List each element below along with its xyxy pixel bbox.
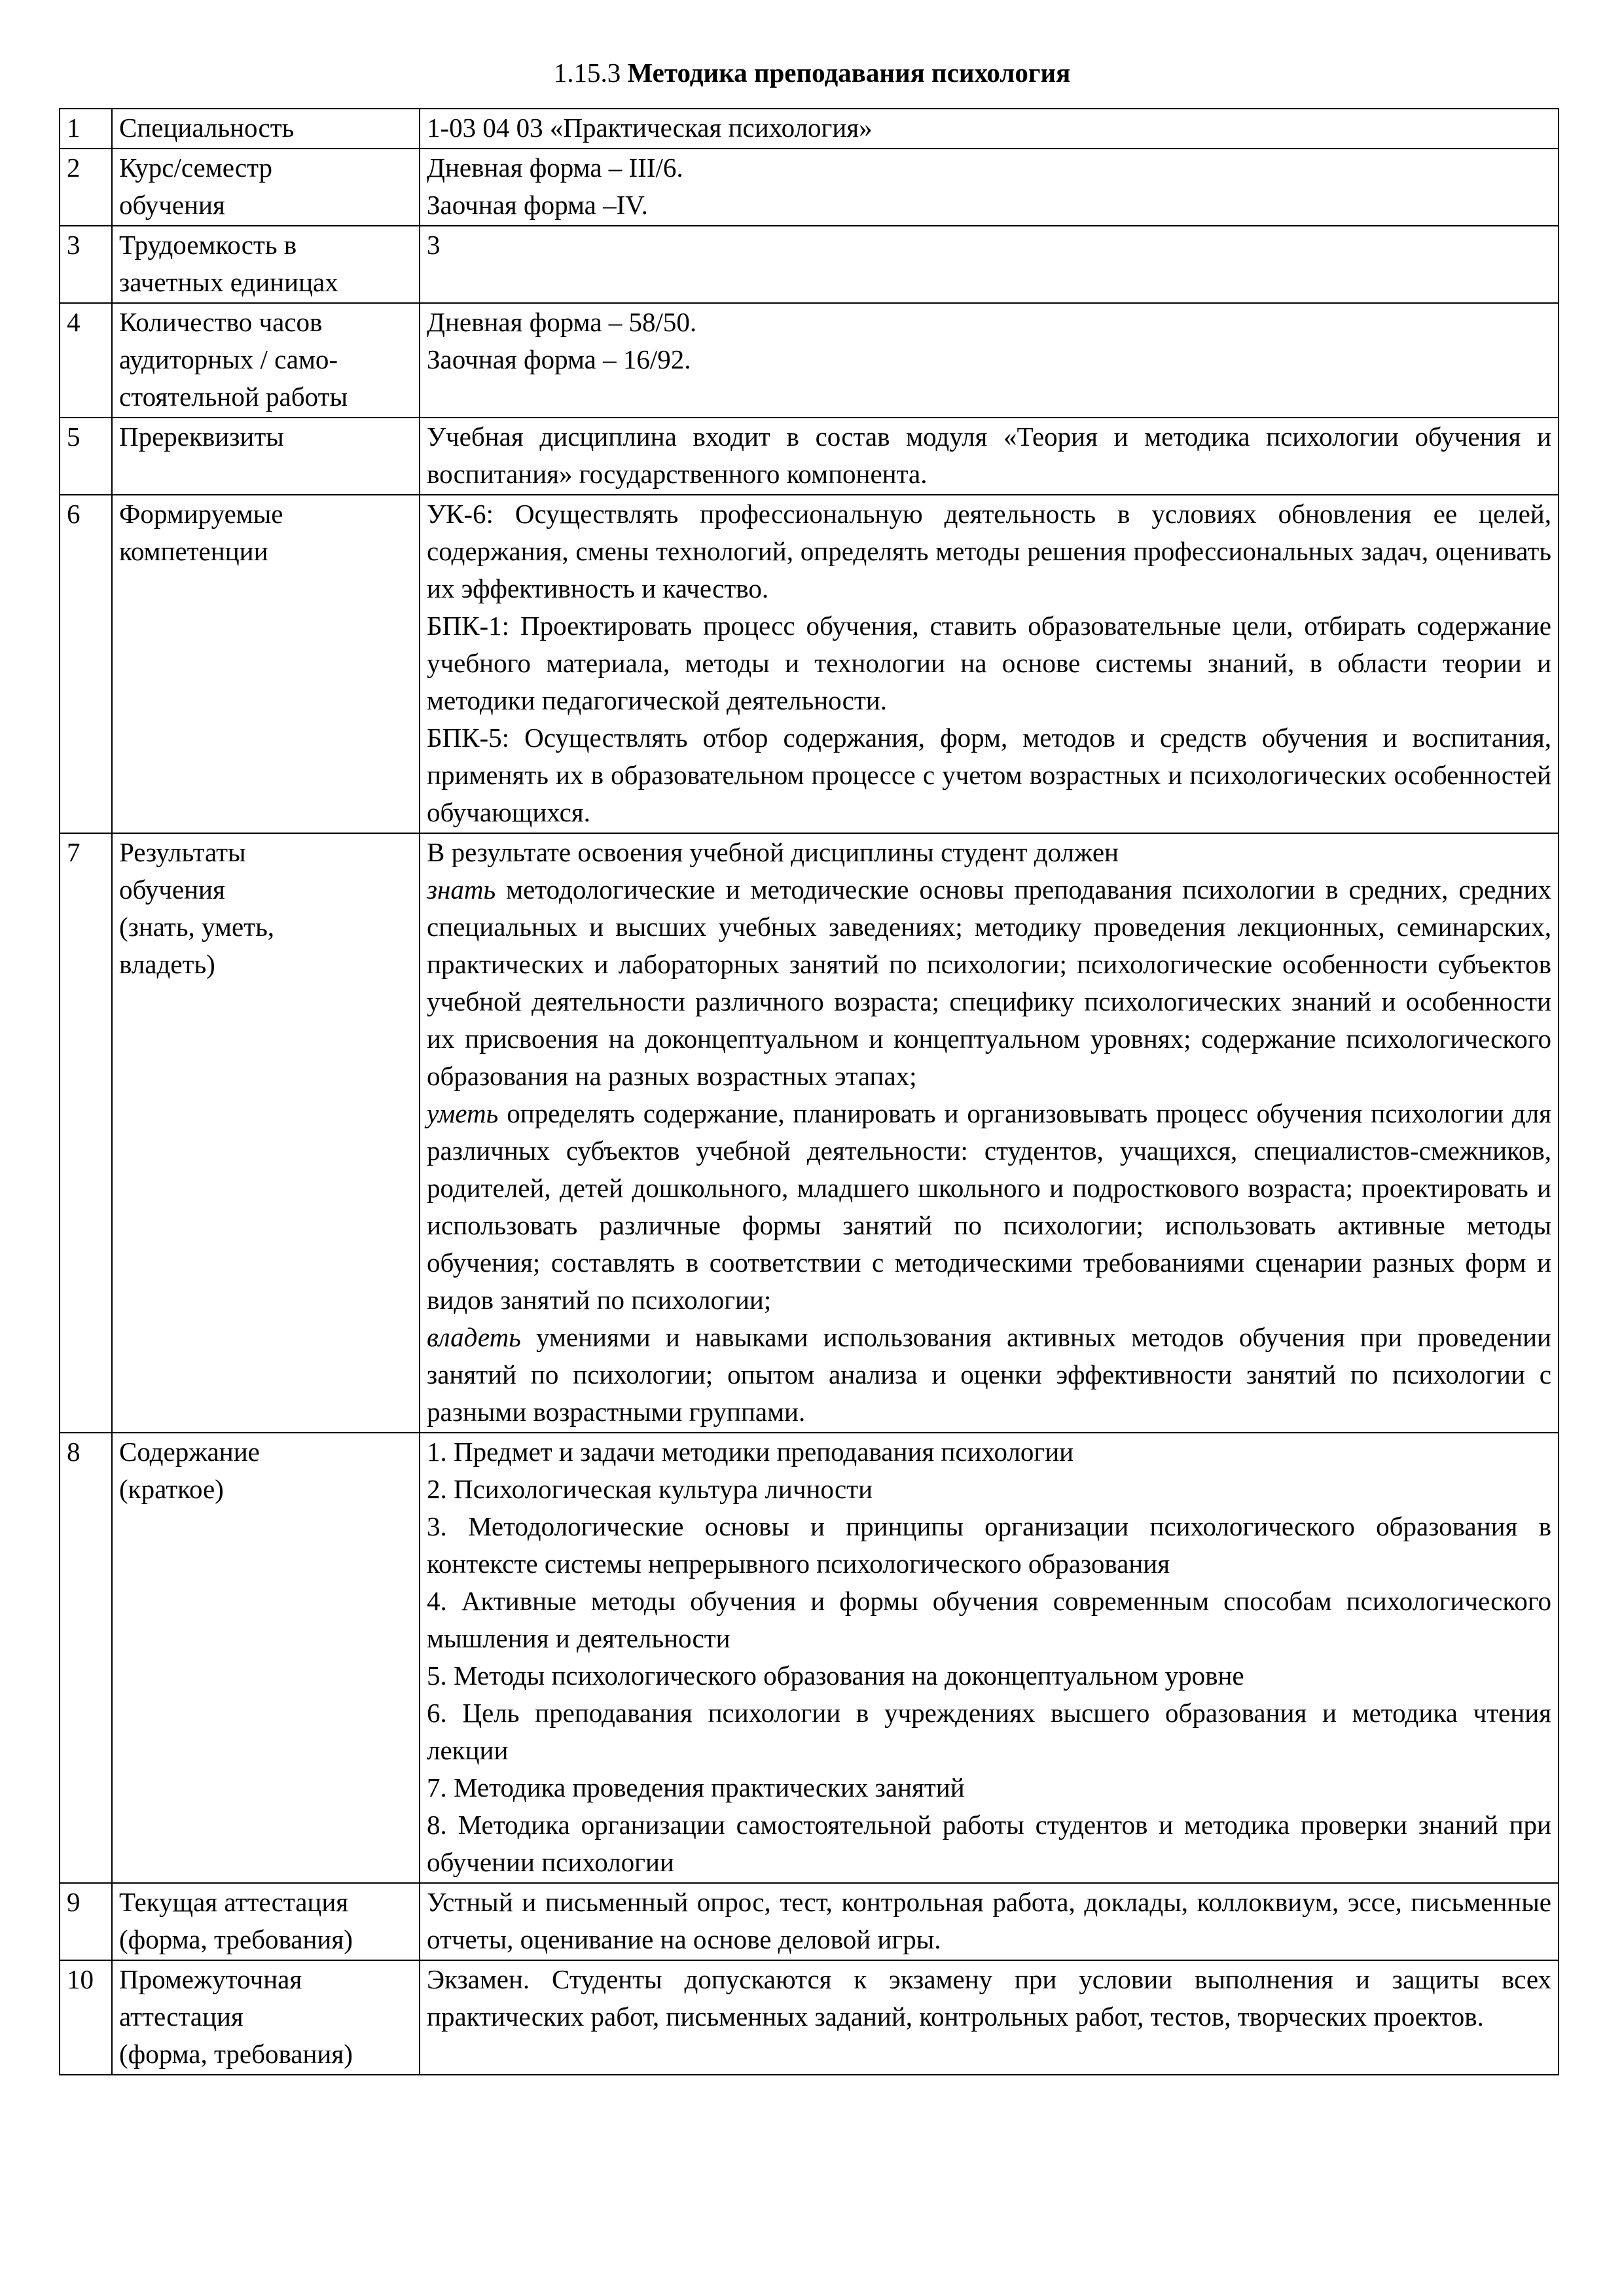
row-label-line: Курс/семестр (119, 152, 273, 183)
row-number: 4 (60, 303, 112, 418)
row-value-text: Устный и письменный опрос, тест, контрольная работа, доклады, коллоквиум, эссе, письменные отчеты, оценивание на основе деловой игры. (427, 1887, 1551, 1954)
content-item: 3. Методологические основы и принципы организации психологического образования в контексте системы непрерывного психологического образования (427, 1511, 1551, 1579)
outcome-own-text: умениями и навыками использования активных методов обучения при проведении занятий по психологии; опытом анализа и оценки эффективности занятий по психологии с разными возрастными группами. (427, 1322, 1551, 1427)
row-value (420, 495, 1559, 833)
row-label (112, 418, 420, 495)
row-label-line: зачетных единицах (119, 267, 338, 297)
row-label-line: обучения (119, 874, 225, 905)
content-item: 2. Психологическая культура личности (427, 1474, 873, 1504)
row-label-line: Пререквизиты (119, 422, 284, 452)
row-label-line: Содержание (119, 1437, 260, 1467)
competence-text: УК-6: Осуществлять профессиональную деятельность в условиях обновления ее целей, содержания, смены технологий, определять методы решения профессиональных задач, оценивать их эффективность и качество. (427, 499, 1551, 603)
competence-text: БПК-5: Осуществлять отбор содержания, форм, методов и средств обучения и воспитания, применять их в образовательном процессе с учетом возрастных и психологических особенностей обучающихся. (427, 723, 1551, 827)
row-label-line: Количество часов (119, 307, 323, 337)
table-row (60, 418, 1559, 495)
keyword-own: владеть (427, 1322, 521, 1352)
content-item: 4. Активные методы обучения и формы обучения современным способам психологического мышления и деятельности (427, 1586, 1551, 1653)
row-value (420, 149, 1559, 226)
row-label (112, 495, 420, 833)
row-label-line: Результаты (119, 837, 246, 867)
outcome-know-text: методологические и методические основы преподавания психологии в средних, средних специальных и высших учебных заведениях; методику проведения лекционных, семинарских, практических и лабораторных занятий по психологии; психологические особенности субъектов учебной деятельности различного возраста; специфику психологических знаний и особенности их присвоения на доконцептуальном и концептуальном уровнях; содержание психологического образования на разных возрастных этапах; (427, 874, 1551, 1091)
page-title (0, 54, 1624, 92)
row-label-line: Трудоемкость в (119, 230, 297, 260)
row-number: 1 (60, 109, 112, 149)
row-label (112, 1433, 420, 1883)
row-label (112, 1960, 420, 2075)
table-row (60, 1433, 1559, 1883)
row-label-line: Формируемые (119, 499, 283, 529)
row-label-line: компетенции (119, 536, 268, 566)
row-label-line: (форма, требования) (119, 2039, 353, 2069)
table-row (60, 303, 1559, 418)
table-row (60, 1960, 1559, 2075)
row-value (420, 833, 1559, 1433)
table-row (60, 1883, 1559, 1960)
outcome-can-text: определять содержание, планировать и организовывать процесс обучения психологии для различных субъектов учебной деятельности: студентов, учащихся, специалистов-смежников, родителей, детей дошкольного, младшего школьного и подросткового возраста; проектировать и использовать различные формы занятий по психологии; использовать активные методы обучения; составлять в соответствии с методическими требованиями сценарии разных форм и видов занятий по психологии; (427, 1098, 1551, 1315)
outcome-own (427, 1319, 1551, 1431)
row-label-line: (форма, требования) (119, 1924, 353, 1954)
row-value (420, 418, 1559, 495)
row-label-line: обучения (119, 190, 225, 220)
row-label-line: Промежуточная (119, 1964, 302, 1994)
title-number: 1.15.3 (553, 58, 621, 88)
table-row (60, 833, 1559, 1433)
table-row (60, 495, 1559, 833)
row-value-text: Экзамен. Студенты допускаются к экзамену при условии выполнения и защиты всех практических работ, письменных заданий, контрольных работ, тестов, творческих проектов. (427, 1964, 1551, 2032)
row-value-text: Заочная форма –IV. (427, 190, 648, 220)
competence-text: БПК-1: Проектировать процесс обучения, ставить образовательные цели, отбирать содержание учебного материала, методы и технологии на основе системы знаний, в области теории и методики педагогической деятельности. (427, 611, 1551, 715)
row-label-line: Текущая аттестация (119, 1887, 349, 1917)
row-number: 8 (60, 1433, 112, 1883)
syllabus-table (59, 108, 1559, 2075)
row-value (420, 109, 1559, 149)
row-number: 10 (60, 1960, 112, 2075)
outcomes-intro: В результате освоения учебной дисциплины студент должен (427, 837, 1119, 867)
title-text: Методика преподавания психология (627, 58, 1071, 88)
row-value (420, 1883, 1559, 1960)
row-value-text: Заочная форма – 16/92. (427, 344, 691, 374)
row-number: 5 (60, 418, 112, 495)
row-value (420, 1433, 1559, 1883)
row-value (420, 226, 1559, 303)
row-value-text: Дневная форма – III/6. (427, 152, 683, 183)
outcome-can (427, 1095, 1551, 1319)
row-label-line: стоятельной работы (119, 382, 348, 412)
row-label-line: Специальность (119, 113, 295, 143)
row-label-line: владеть) (119, 949, 215, 979)
row-value (420, 303, 1559, 418)
row-label (112, 833, 420, 1433)
table-row (60, 226, 1559, 303)
table-row (60, 109, 1559, 149)
content-item: 5. Методы психологического образования на доконцептуальном уровне (427, 1660, 1244, 1691)
row-label (112, 1883, 420, 1960)
row-value-text: Дневная форма – 58/50. (427, 307, 697, 337)
table-row (60, 149, 1559, 226)
outcome-know (427, 871, 1551, 1095)
row-label-line: (знать, уметь, (119, 912, 275, 942)
row-number: 6 (60, 495, 112, 833)
row-label-line: (краткое) (119, 1474, 224, 1504)
row-number: 2 (60, 149, 112, 226)
row-label (112, 226, 420, 303)
row-number: 7 (60, 833, 112, 1433)
content-item: 6. Цель преподавания психологии в учреждениях высшего образования и методика чтения лекции (427, 1698, 1551, 1765)
row-value-text: 1-03 04 03 «Практическая психология» (427, 113, 873, 143)
row-label-line: аудиторных / само- (119, 344, 338, 374)
row-label (112, 149, 420, 226)
row-value (420, 1960, 1559, 2075)
keyword-know: знать (427, 874, 496, 905)
row-number: 9 (60, 1883, 112, 1960)
row-value-text: 3 (427, 230, 441, 260)
row-label-line: аттестация (119, 2001, 244, 2032)
row-label (112, 303, 420, 418)
row-value-text: Учебная дисциплина входит в состав модуля «Теория и методика психологии обучения и воспитания» государственного компонента. (427, 422, 1551, 489)
row-number: 3 (60, 226, 112, 303)
content-item: 1. Предмет и задачи методики преподавания психологии (427, 1437, 1074, 1467)
content-item: 8. Методика организации самостоятельной работы студентов и методика проверки знаний при обучении психологии (427, 1810, 1551, 1877)
row-label (112, 109, 420, 149)
keyword-can: уметь (427, 1098, 499, 1128)
content-item: 7. Методика проведения практических занятий (427, 1772, 965, 1803)
